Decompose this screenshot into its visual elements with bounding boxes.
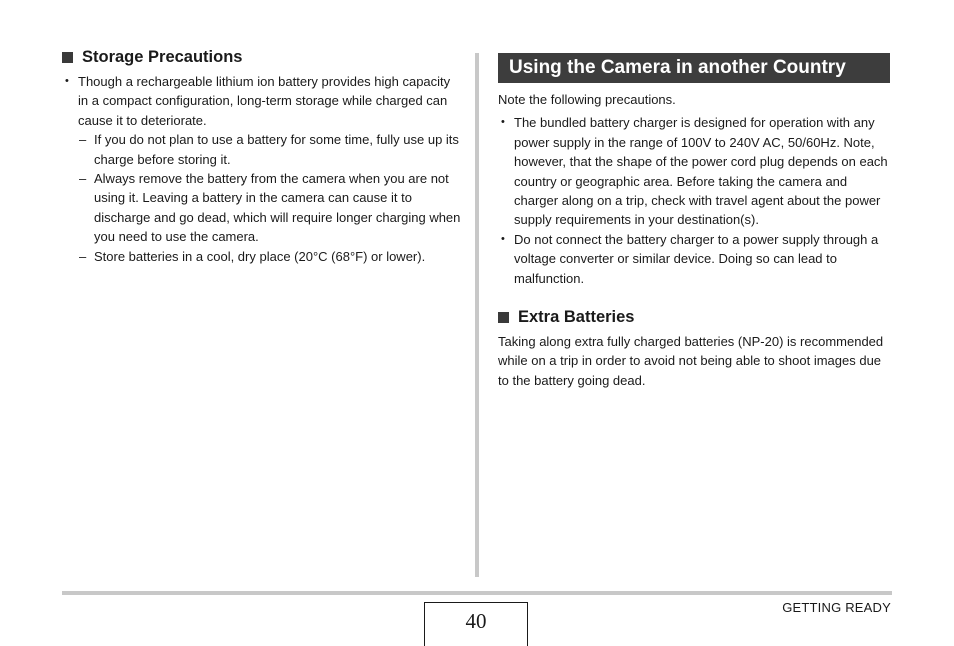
dash-icon: – <box>79 248 87 264</box>
left-column <box>62 46 462 266</box>
page-title: Using the Camera in another Country <box>498 53 890 83</box>
chapter-label: GETTING READY <box>782 600 891 615</box>
list-item <box>62 247 462 266</box>
storage-subitem-text: Always remove the battery from the camera when you are not using it. Leaving a battery in the camera can cause it to discharge and go dead, which will require longer charging when you need to use the camera. <box>94 171 461 245</box>
storage-bullet-list <box>62 72 462 130</box>
right-column <box>498 53 890 390</box>
intro-text: Note the following precautions. <box>498 92 676 107</box>
country-bullet-text: The bundled battery charger is designed for operation with any power supply in the range of 100V to 240V AC, 50/60Hz. Note, however, that the shape of the power cord plug depends on each country or geographic area. Before taking the camera and charger along on a trip, check with travel agent about the power supply requirements in your destination(s). <box>514 115 888 228</box>
list-item <box>498 113 890 229</box>
footer-rule <box>62 591 892 595</box>
storage-subitem-text: Store batteries in a cool, dry place (20°C (68°F) or lower). <box>94 248 426 264</box>
square-bullet-icon <box>62 52 73 63</box>
storage-bullet-text: Though a rechargeable lithium ion battery provides high capacity in a compact configuration, long-term storage while charged can cause it to deteriorate. <box>78 74 451 128</box>
list-item <box>62 72 462 130</box>
storage-subitem-text: If you do not plan to use a battery for some time, fully use up its charge before storing it. <box>94 132 459 167</box>
page-number: 40 <box>424 602 528 646</box>
list-item <box>62 169 462 247</box>
square-bullet-icon <box>498 312 509 323</box>
storage-precautions-heading <box>62 46 462 68</box>
country-bullet-text: Do not connect the battery charger to a power supply through a voltage converter or similar device. Doing so can lead to malfunction. <box>514 231 879 286</box>
list-item <box>62 130 462 169</box>
extra-batteries-heading <box>498 306 890 328</box>
column-divider <box>475 53 479 577</box>
dash-icon: – <box>79 132 87 148</box>
extra-batteries-text: Taking along extra fully charged batteries (NP-20) is recommended while on a trip in order to avoid not being able to shoot images due to the battery going dead. <box>498 334 884 388</box>
storage-subitem-list <box>62 130 462 266</box>
extra-heading-text: Extra Batteries <box>518 308 635 327</box>
bullet-icon: • <box>65 75 69 87</box>
list-item <box>498 230 890 288</box>
bullet-icon: • <box>501 116 505 129</box>
dash-icon: – <box>79 171 87 187</box>
storage-heading-text: Storage Precautions <box>82 48 243 66</box>
bullet-icon: • <box>501 232 505 245</box>
country-bullet-list <box>498 113 890 288</box>
